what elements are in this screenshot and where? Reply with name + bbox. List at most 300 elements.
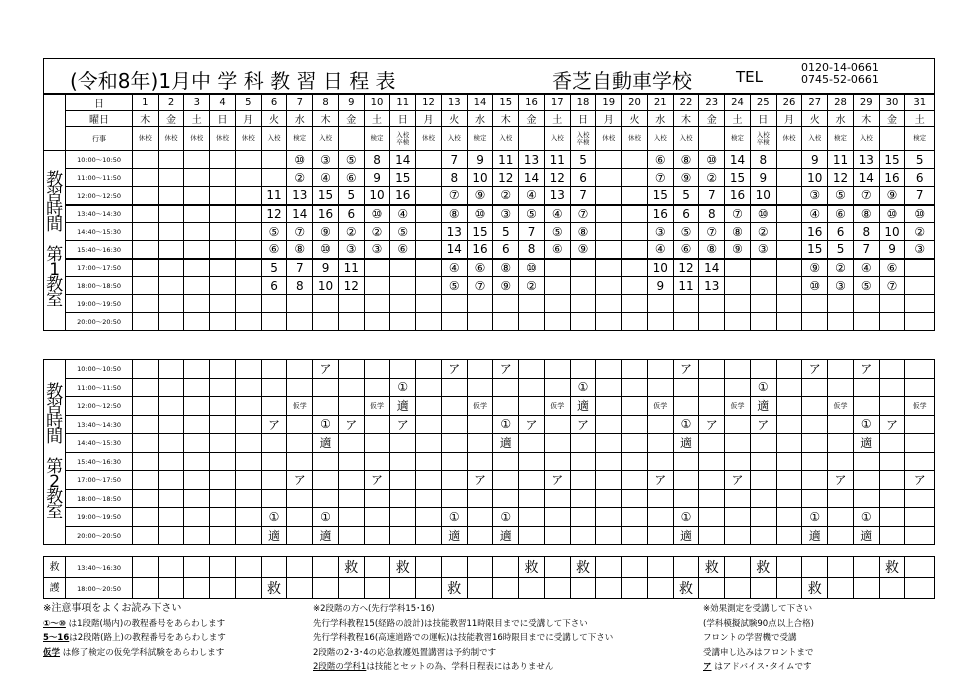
schedule-cell bbox=[158, 223, 184, 241]
rescue-cell bbox=[235, 578, 261, 599]
schedule-cell: ア bbox=[879, 415, 905, 434]
schedule-cell bbox=[905, 508, 935, 527]
schedule-cell bbox=[544, 259, 570, 277]
schedule-cell bbox=[235, 295, 261, 313]
schedule-cell: ⑦ bbox=[647, 169, 673, 187]
schedule-cell: ア bbox=[673, 360, 699, 379]
weekday-cell: 月 bbox=[776, 111, 802, 127]
schedule-cell bbox=[287, 313, 313, 331]
schedule-cell bbox=[750, 360, 776, 379]
schedule-cell: ⑦ bbox=[570, 205, 596, 223]
schedule-cell bbox=[905, 434, 935, 453]
event-cell bbox=[338, 127, 364, 151]
schedule-cell bbox=[261, 489, 287, 508]
rescue-cell: 救 bbox=[338, 557, 364, 578]
schedule-cell: ⑧ bbox=[493, 259, 519, 277]
rescue-cell bbox=[879, 578, 905, 599]
day-cell: 31 bbox=[905, 95, 935, 111]
weekday-cell: 土 bbox=[725, 111, 751, 127]
schedule-cell: ⑥ bbox=[647, 151, 673, 169]
schedule-cell bbox=[210, 452, 236, 471]
schedule-cell bbox=[570, 452, 596, 471]
schedule-cell bbox=[725, 508, 751, 527]
schedule-cell bbox=[750, 277, 776, 295]
rescue-cell bbox=[210, 578, 236, 599]
corner-cell bbox=[44, 95, 66, 151]
schedule-cell bbox=[364, 378, 390, 397]
schedule-cell: ⑨ bbox=[570, 241, 596, 259]
rescue-cell bbox=[905, 557, 935, 578]
schedule-cell bbox=[338, 471, 364, 490]
schedule-cell bbox=[828, 313, 854, 331]
note-heading-1: ※注意事項をよくお読み下さい bbox=[43, 603, 182, 614]
rescue-cell bbox=[802, 557, 828, 578]
schedule-cell bbox=[261, 295, 287, 313]
schedule-cell: 7 bbox=[519, 223, 545, 241]
day-cell: 12 bbox=[416, 95, 442, 111]
time-cell: 14:40～15:30 bbox=[66, 434, 133, 453]
time-cell: 11:00～11:50 bbox=[66, 169, 133, 187]
schedule-cell bbox=[544, 452, 570, 471]
schedule-cell bbox=[622, 295, 648, 313]
schedule-cell bbox=[184, 471, 210, 490]
note-line: 先行学科教程15(経路の設計)は技能教習11時限目までに受講して下さい bbox=[313, 618, 588, 629]
schedule-cell bbox=[828, 434, 854, 453]
room-label-char: 教 bbox=[46, 170, 64, 190]
schedule-cell bbox=[184, 508, 210, 527]
schedule-cell: 14 bbox=[441, 241, 467, 259]
schedule-cell bbox=[828, 489, 854, 508]
schedule-cell bbox=[647, 489, 673, 508]
rescue-cell bbox=[699, 578, 725, 599]
schedule-cell bbox=[158, 169, 184, 187]
schedule-cell bbox=[493, 295, 519, 313]
event-cell: 入校 卒検 bbox=[390, 127, 416, 151]
rescue-cell bbox=[622, 578, 648, 599]
schedule-cell bbox=[622, 241, 648, 259]
schedule-cell bbox=[519, 452, 545, 471]
day-cell: 3 bbox=[184, 95, 210, 111]
schedule-cell bbox=[416, 434, 442, 453]
weekday-cell: 日 bbox=[210, 111, 236, 127]
schedule-cell bbox=[776, 205, 802, 223]
time-cell: 19:00～19:50 bbox=[66, 295, 133, 313]
day-cell: 27 bbox=[802, 95, 828, 111]
schedule-cell bbox=[750, 259, 776, 277]
schedule-cell bbox=[132, 471, 158, 490]
schedule-cell: ③ bbox=[493, 205, 519, 223]
schedule-cell bbox=[158, 277, 184, 295]
schedule-cell bbox=[879, 313, 905, 331]
schedule-cell: ⑧ bbox=[699, 241, 725, 259]
rescue-cell bbox=[338, 578, 364, 599]
schedule-cell bbox=[905, 489, 935, 508]
schedule-cell bbox=[416, 452, 442, 471]
schedule-cell bbox=[647, 526, 673, 545]
schedule-cell: ⑦ bbox=[441, 187, 467, 205]
schedule-cell: 12 bbox=[673, 259, 699, 277]
schedule-cell bbox=[570, 360, 596, 379]
schedule-cell bbox=[802, 489, 828, 508]
page-title: (令和8年)1月中 学 科 教 習 日 程 表 bbox=[70, 69, 396, 93]
schedule-cell bbox=[364, 489, 390, 508]
room-label bbox=[44, 360, 66, 545]
rescue-label: 護 bbox=[44, 578, 66, 599]
schedule-cell: 14 bbox=[699, 259, 725, 277]
schedule-cell bbox=[699, 434, 725, 453]
schedule-cell bbox=[416, 187, 442, 205]
schedule-cell: 仮学 bbox=[725, 397, 751, 416]
schedule-cell bbox=[184, 489, 210, 508]
schedule-cell bbox=[802, 313, 828, 331]
rescue-cell bbox=[493, 557, 519, 578]
schedule-cell bbox=[338, 397, 364, 416]
rescue-cell bbox=[493, 578, 519, 599]
rescue-cell: 救 bbox=[879, 557, 905, 578]
schedule-cell: ① bbox=[261, 508, 287, 527]
room-label-char: 教 bbox=[46, 275, 64, 295]
schedule-cell bbox=[313, 295, 339, 313]
schedule-cell bbox=[132, 241, 158, 259]
note-line: 2段階の2･3･4の応急救護処置講習は予約制です bbox=[313, 647, 497, 658]
schedule-cell: 11 bbox=[493, 151, 519, 169]
schedule-cell bbox=[158, 434, 184, 453]
schedule-cell: ① bbox=[493, 415, 519, 434]
day-cell: 15 bbox=[493, 95, 519, 111]
schedule-cell bbox=[287, 360, 313, 379]
event-cell: 入校 bbox=[493, 127, 519, 151]
schedule-cell bbox=[364, 415, 390, 434]
schedule-cell bbox=[905, 378, 935, 397]
schedule-cell: 10 bbox=[467, 169, 493, 187]
schedule-cell bbox=[544, 277, 570, 295]
time-cell: 18:00～18:50 bbox=[66, 277, 133, 295]
day-cell: 10 bbox=[364, 95, 390, 111]
schedule-cell bbox=[261, 452, 287, 471]
rescue-cell bbox=[673, 557, 699, 578]
schedule-cell bbox=[828, 295, 854, 313]
schedule-cell: ③ bbox=[364, 241, 390, 259]
schedule-cell: 適 bbox=[261, 526, 287, 545]
schedule-cell bbox=[338, 313, 364, 331]
schedule-cell: 仮学 bbox=[467, 397, 493, 416]
day-cell: 26 bbox=[776, 95, 802, 111]
schedule-cell bbox=[596, 187, 622, 205]
weekday-cell: 火 bbox=[261, 111, 287, 127]
schedule-cell bbox=[544, 489, 570, 508]
schedule-cell bbox=[416, 151, 442, 169]
day-cell: 21 bbox=[647, 95, 673, 111]
weekday-cell: 水 bbox=[828, 111, 854, 127]
schedule-cell bbox=[416, 415, 442, 434]
schedule-cell: 8 bbox=[441, 169, 467, 187]
schedule-cell bbox=[210, 169, 236, 187]
schedule-cell: 15 bbox=[467, 223, 493, 241]
schedule-cell: 5 bbox=[493, 223, 519, 241]
schedule-cell bbox=[647, 313, 673, 331]
schedule-cell bbox=[879, 397, 905, 416]
schedule-cell bbox=[235, 378, 261, 397]
schedule-cell: 6 bbox=[493, 241, 519, 259]
note-line: ①～⑩ は1段階(場内)の教程番号をあらわします bbox=[43, 618, 226, 629]
schedule-cell bbox=[828, 508, 854, 527]
schedule-cell bbox=[364, 360, 390, 379]
schedule-cell bbox=[210, 508, 236, 527]
schedule-cell bbox=[647, 415, 673, 434]
event-cell: 入校 bbox=[853, 127, 879, 151]
schedule-cell bbox=[390, 434, 416, 453]
schedule-cell bbox=[570, 434, 596, 453]
schedule-cell bbox=[287, 415, 313, 434]
room-label-char: 1 bbox=[49, 260, 61, 280]
event-cell: 検定 bbox=[828, 127, 854, 151]
schedule-cell bbox=[673, 471, 699, 490]
schedule-cell bbox=[467, 508, 493, 527]
schedule-cell bbox=[828, 452, 854, 471]
schedule-cell bbox=[132, 378, 158, 397]
schedule-cell bbox=[544, 415, 570, 434]
schedule-cell: 16 bbox=[467, 241, 493, 259]
schedule-cell: ① bbox=[673, 508, 699, 527]
rescue-cell bbox=[235, 557, 261, 578]
schedule-cell bbox=[235, 471, 261, 490]
schedule-cell: ⑥ bbox=[467, 259, 493, 277]
schedule-cell: 9 bbox=[364, 169, 390, 187]
schedule-cell bbox=[132, 169, 158, 187]
schedule-cell bbox=[544, 295, 570, 313]
schedule-cell bbox=[879, 452, 905, 471]
tel-label: TEL bbox=[736, 68, 763, 86]
schedule-cell: ⑧ bbox=[441, 205, 467, 223]
rescue-cell bbox=[725, 557, 751, 578]
day-cell: 22 bbox=[673, 95, 699, 111]
weekday-cell: 木 bbox=[673, 111, 699, 127]
schedule-cell bbox=[390, 313, 416, 331]
schedule-cell bbox=[519, 434, 545, 453]
schedule-cell bbox=[776, 415, 802, 434]
rescue-cell bbox=[467, 557, 493, 578]
schedule-cell bbox=[699, 313, 725, 331]
schedule-cell bbox=[725, 277, 751, 295]
schedule-cell: 適 bbox=[493, 526, 519, 545]
schedule-cell bbox=[828, 378, 854, 397]
schedule-cell: ③ bbox=[828, 277, 854, 295]
schedule-cell bbox=[338, 508, 364, 527]
rescue-cell: 救 bbox=[390, 557, 416, 578]
schedule-cell bbox=[235, 434, 261, 453]
schedule-cell: 5 bbox=[673, 187, 699, 205]
schedule-cell bbox=[364, 434, 390, 453]
weekday-cell: 火 bbox=[622, 111, 648, 127]
schedule-cell: 仮学 bbox=[647, 397, 673, 416]
weekday-cell: 水 bbox=[647, 111, 673, 127]
schedule-cell bbox=[725, 259, 751, 277]
schedule-cell bbox=[416, 360, 442, 379]
schedule-cell: 8 bbox=[699, 205, 725, 223]
schedule-cell: 12 bbox=[544, 169, 570, 187]
schedule-cell: ④ bbox=[390, 205, 416, 223]
weekday-cell: 金 bbox=[158, 111, 184, 127]
rescue-cell: 救 bbox=[441, 578, 467, 599]
schedule-cell bbox=[287, 378, 313, 397]
room-label bbox=[44, 151, 66, 331]
schedule-cell bbox=[210, 277, 236, 295]
schedule-cell: 9 bbox=[467, 151, 493, 169]
schedule-cell bbox=[390, 489, 416, 508]
schedule-cell bbox=[313, 397, 339, 416]
schedule-cell bbox=[184, 295, 210, 313]
rescue-cell bbox=[596, 557, 622, 578]
schedule-cell: ⑦ bbox=[699, 223, 725, 241]
schedule-cell: ④ bbox=[544, 205, 570, 223]
schedule-cell bbox=[313, 452, 339, 471]
schedule-cell bbox=[905, 360, 935, 379]
schedule-cell bbox=[853, 471, 879, 490]
schedule-cell bbox=[184, 259, 210, 277]
schedule-cell bbox=[235, 169, 261, 187]
schedule-cell bbox=[364, 508, 390, 527]
note-heading-3: ※効果測定を受講して下さい bbox=[703, 604, 813, 614]
schedule-cell: ⑩ bbox=[699, 151, 725, 169]
room-label-char: 2 bbox=[49, 471, 61, 492]
schedule-cell bbox=[132, 415, 158, 434]
rescue-cell: 救 bbox=[673, 578, 699, 599]
schedule-cell bbox=[776, 471, 802, 490]
schedule-cell bbox=[673, 295, 699, 313]
schedule-cell: ⑩ bbox=[287, 151, 313, 169]
schedule-cell bbox=[467, 489, 493, 508]
event-cell: 休校 bbox=[622, 127, 648, 151]
schedule-cell: ③ bbox=[905, 241, 935, 259]
schedule-cell bbox=[776, 295, 802, 313]
schedule-cell bbox=[210, 241, 236, 259]
schedule-cell bbox=[776, 259, 802, 277]
event-cell: 休校 bbox=[596, 127, 622, 151]
schedule-cell bbox=[544, 360, 570, 379]
schedule-cell: 適 bbox=[313, 526, 339, 545]
weekday-cell: 木 bbox=[313, 111, 339, 127]
schedule-cell: 14 bbox=[725, 151, 751, 169]
schedule-cell bbox=[622, 434, 648, 453]
schedule-cell bbox=[416, 471, 442, 490]
schedule-cell bbox=[519, 489, 545, 508]
schedule-cell bbox=[879, 295, 905, 313]
day-cell: 11 bbox=[390, 95, 416, 111]
weekday-cell: 木 bbox=[853, 111, 879, 127]
time-cell: 17:00～17:50 bbox=[66, 471, 133, 490]
schedule-cell bbox=[519, 360, 545, 379]
schedule-cell bbox=[544, 508, 570, 527]
schedule-cell bbox=[802, 471, 828, 490]
schedule-cell: ① bbox=[853, 508, 879, 527]
schedule-cell: 13 bbox=[699, 277, 725, 295]
schedule-cell: ⑨ bbox=[725, 241, 751, 259]
schedule-cell bbox=[596, 259, 622, 277]
schedule-cell bbox=[725, 452, 751, 471]
room-label-char: 時 bbox=[46, 411, 64, 432]
room-label-char: 第 bbox=[46, 456, 64, 477]
schedule-cell: ① bbox=[570, 378, 596, 397]
weekday-cell: 木 bbox=[132, 111, 158, 127]
schedule-cell bbox=[210, 313, 236, 331]
schedule-cell bbox=[879, 434, 905, 453]
schedule-cell: 仮学 bbox=[828, 397, 854, 416]
schedule-cell bbox=[287, 508, 313, 527]
schedule-cell bbox=[673, 378, 699, 397]
schedule-cell bbox=[544, 313, 570, 331]
schedule-cell: 16 bbox=[802, 223, 828, 241]
schedule-cell: ⑦ bbox=[853, 187, 879, 205]
schedule-cell: ⑤ bbox=[441, 277, 467, 295]
rescue-cell bbox=[287, 578, 313, 599]
schedule-cell bbox=[647, 360, 673, 379]
day-cell: 6 bbox=[261, 95, 287, 111]
schedule-cell bbox=[905, 277, 935, 295]
schedule-cell bbox=[776, 526, 802, 545]
schedule-cell bbox=[905, 526, 935, 545]
schedule-cell bbox=[364, 295, 390, 313]
schedule-cell: 6 bbox=[338, 205, 364, 223]
time-cell: 10:00～10:50 bbox=[66, 360, 133, 379]
schedule-cell bbox=[158, 187, 184, 205]
schedule-cell bbox=[416, 259, 442, 277]
schedule-cell: 9 bbox=[879, 241, 905, 259]
schedule-cell bbox=[622, 397, 648, 416]
school-name: 香芝自動車学校 bbox=[552, 69, 692, 93]
schedule-cell bbox=[596, 489, 622, 508]
schedule-cell: ⑨ bbox=[879, 187, 905, 205]
rescue-cell bbox=[853, 578, 879, 599]
schedule-cell: ⑤ bbox=[338, 151, 364, 169]
schedule-cell: 適 bbox=[673, 434, 699, 453]
room-label-char: 習 bbox=[46, 185, 64, 205]
schedule-cell bbox=[776, 434, 802, 453]
rescue-cell bbox=[364, 557, 390, 578]
weekday-cell: 金 bbox=[879, 111, 905, 127]
schedule-cell bbox=[622, 508, 648, 527]
schedule-cell bbox=[596, 415, 622, 434]
tel-numbers bbox=[801, 62, 879, 86]
schedule-cell bbox=[725, 360, 751, 379]
schedule-cell: ⑧ bbox=[853, 205, 879, 223]
schedule-cell: ⑦ bbox=[879, 277, 905, 295]
rescue-cell bbox=[184, 557, 210, 578]
weekday-cell: 日 bbox=[570, 111, 596, 127]
schedule-cell: ⑩ bbox=[905, 205, 935, 223]
day-cell: 23 bbox=[699, 95, 725, 111]
rescue-cell bbox=[544, 578, 570, 599]
schedule-cell bbox=[441, 397, 467, 416]
schedule-cell bbox=[905, 295, 935, 313]
schedule-cell bbox=[802, 415, 828, 434]
schedule-cell bbox=[261, 434, 287, 453]
schedule-cell bbox=[416, 169, 442, 187]
schedule-cell: ⑤ bbox=[261, 223, 287, 241]
schedule-cell bbox=[416, 397, 442, 416]
schedule-cell: ① bbox=[390, 378, 416, 397]
schedule-cell bbox=[776, 169, 802, 187]
schedule-cell: 仮学 bbox=[364, 397, 390, 416]
schedule-cell: ア bbox=[519, 415, 545, 434]
schedule-cell: ⑧ bbox=[570, 223, 596, 241]
time-cell: 10:00～10:50 bbox=[66, 151, 133, 169]
rescue-cell bbox=[210, 557, 236, 578]
schedule-cell bbox=[235, 360, 261, 379]
rescue-cell bbox=[750, 578, 776, 599]
schedule-cell: 9 bbox=[313, 259, 339, 277]
schedule-cell: ⑩ bbox=[750, 205, 776, 223]
schedule-cell bbox=[467, 415, 493, 434]
